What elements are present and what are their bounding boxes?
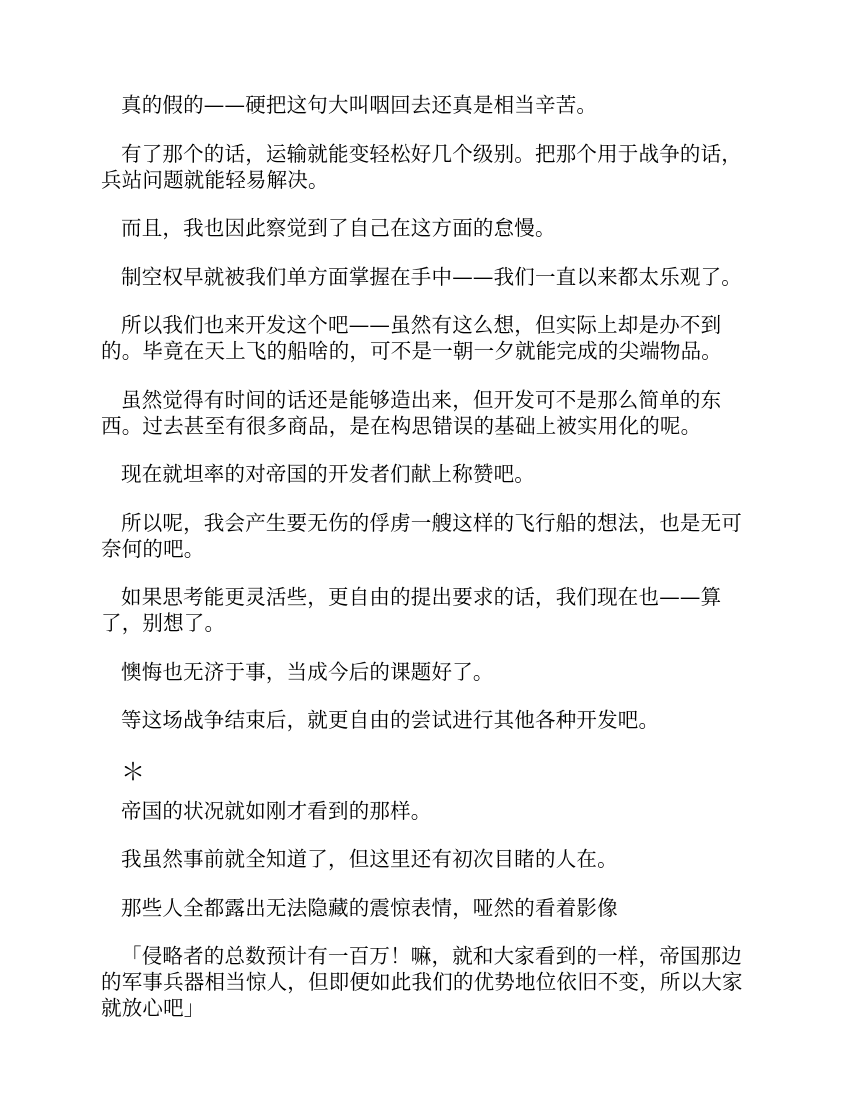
paragraph-4: 制空权早就被我们单方面掌握在手中——我们一直以来都太乐观了。 bbox=[121, 264, 742, 289]
paragraph-5: 所以我们也来开发这个吧——虽然有这么想，但实际上却是办不到的。毕竟在天上飞的船啥的，可不是一朝一夕就能完成的尖端物品。 bbox=[101, 313, 722, 363]
paragraph-9: 如果思考能更灵活些，更自由的提出要求的话，我们现在也——算了，别想了。 bbox=[101, 585, 722, 635]
paragraph-12: 帝国的状况就如刚才看到的那样。 bbox=[121, 798, 432, 823]
paragraph-14: 那些人全都露出无法隐藏的震惊表情，哑然的看着影像 bbox=[121, 895, 618, 920]
paragraph-15: 「侵略者的总数预计有一百万！嘛，就和大家看到的一样，帝国那边的军事兵器相当惊人，但即便如此我们的优势地位依旧不变，所以大家就放心吧」 bbox=[101, 944, 743, 1020]
paragraph-8: 所以呢，我会产生要无伤的俘虏一艘这样的飞行船的想法，也是无可奈何的吧。 bbox=[101, 510, 742, 561]
paragraph-13: 我虽然事前就全知道了，但这里还有初次目睹的人在。 bbox=[121, 847, 618, 871]
paragraph-10: 懊悔也无济于事，当成今后的课题好了。 bbox=[121, 659, 494, 684]
paragraph-2: 有了那个的话，运输就能变轻松好几个级别。把那个用于战争的话，兵站问题就能轻易解决。 bbox=[101, 141, 742, 192]
paragraph-3: 而且，我也因此察觉到了自己在这方面的怠慢。 bbox=[121, 216, 556, 240]
paragraph-1: 真的假的——硬把这句大叫咽回去还真是相当辛苦。 bbox=[121, 93, 598, 117]
paragraph-11: 等这场战争结束后，就更自由的尝试进行其他各种开发吧。 bbox=[121, 708, 660, 732]
scene-separator: ＊ bbox=[121, 757, 145, 786]
paragraph-7: 现在就坦率的对帝国的开发者们献上称赞吧。 bbox=[121, 462, 535, 486]
paragraph-6: 虽然觉得有时间的话还是能够造出来，但开发可不是那么简单的东西。过去甚至有很多商品，是在构思错误的基础上被实用化的呢。 bbox=[101, 387, 722, 438]
